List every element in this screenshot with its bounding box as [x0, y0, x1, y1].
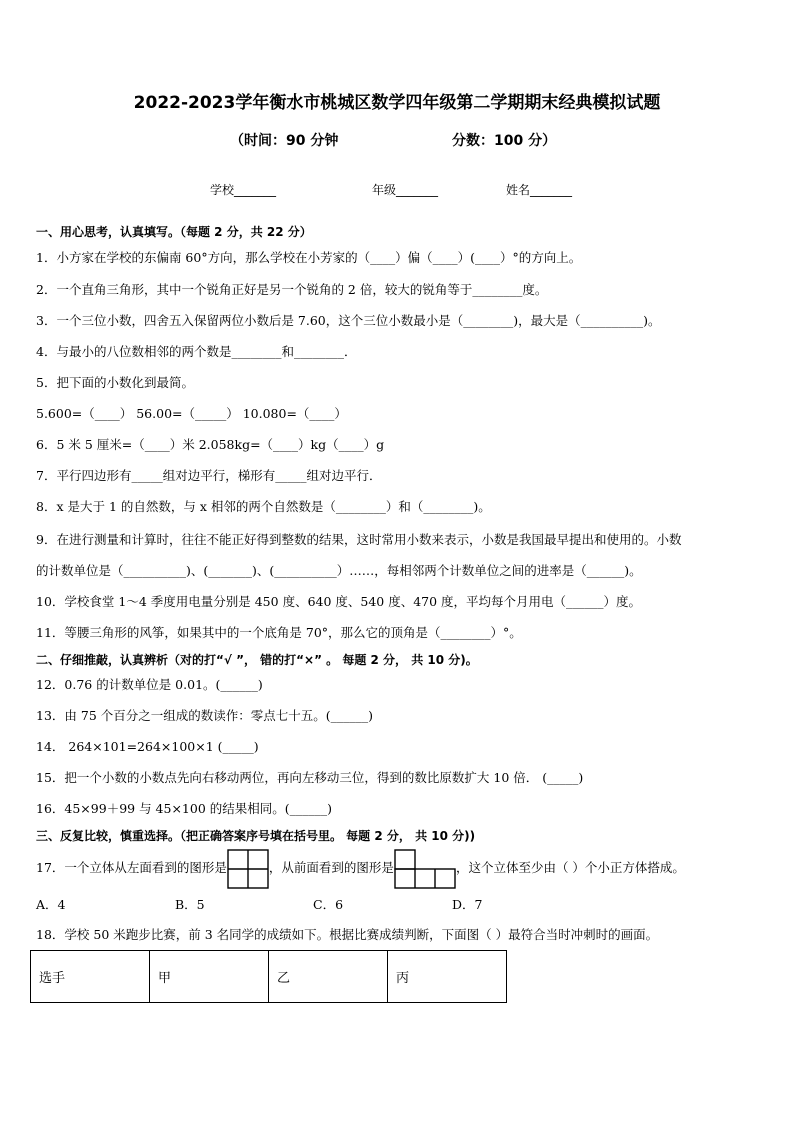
table-row [31, 951, 507, 1003]
question-6: 6．5 米 5 厘米=（____）米 2.058kg=（____）kg（____）g [36, 437, 385, 452]
section-heading-2: 二、仔细推敲，认真辨析（对的打“√ ”， 错的打“×” 。 每题 2 分， 共 10 分)。 [36, 653, 478, 667]
table-header-player: 选手 [31, 951, 150, 1003]
option-a: A．4 [36, 897, 66, 912]
exam-score: 分数：100 分） [452, 133, 557, 149]
question-3: 3．一个三位小数，四舍五入保留两位小数后是 7.60，这个三位小数最小是（________)，最大是（__________)。 [36, 313, 661, 328]
table-header-jia: 甲 [150, 951, 269, 1003]
grade-field: 年级_______ [372, 183, 439, 197]
results-table [30, 950, 507, 1003]
question-13: 13．由 75 个百分之一组成的数读作：零点七十五。(______) [36, 708, 374, 723]
question-7: 7．平行四边形有_____组对边平行，梯形有_____组对边平行． [36, 468, 382, 483]
question-5: 5．把下面的小数化到最简。 [36, 375, 194, 390]
option-d: D．7 [452, 897, 483, 912]
question-1: 1．小方家在学校的东偏南 60°方向，那么学校在小芳家的（____）偏（____）(____）°的方向上。 [36, 250, 582, 265]
question-18: 18．学校 50 米跑步比赛，前 3 名同学的成绩如下。根据比赛成绩判断，下面图（ ）最符合当时冲刺时的画面。 [36, 927, 659, 942]
option-b: B．5 [175, 897, 205, 912]
name-field: 姓名_______ [506, 183, 573, 197]
question-12: 12．0.76 的计数单位是 0.01。(______) [36, 677, 263, 692]
question-9-line-2: 的计数单位是（__________)、(_______)、(__________）……，每相邻两个计数单位之间的进率是（______)。 [36, 563, 642, 578]
question-17-part-1: 17．一个立体从左面看到的图形是 [36, 860, 227, 875]
question-14: 14． 264×101=264×100×1 (_____) [36, 739, 259, 754]
school-field: 学校_______ [210, 183, 277, 197]
question-10: 10．学校食堂 1～4 季度用电量分别是 450 度、640 度、540 度、470 度，平均每个月用电（______）度。 [36, 594, 642, 609]
question-11: 11．等腰三角形的风筝，如果其中的一个底角是 70°，那么它的顶角是（________）°。 [36, 625, 522, 640]
page-title: 2022-2023学年衡水市桃城区数学四年级第二学期期末经典模拟试题 [133, 93, 661, 113]
question-4: 4．与最小的八位数相邻的两个数是________和________． [36, 344, 357, 359]
question-17-part-3: ，这个立体至少由（ ）个小正方体搭成。 [455, 860, 685, 875]
question-17-part-2: ，从前面看到的图形是 [268, 860, 394, 875]
option-c: C．6 [313, 897, 344, 912]
question-16: 16．45×99＋99 与 45×100 的结果相同。(______) [36, 801, 333, 816]
table-header-bing: 丙 [388, 951, 507, 1003]
section-heading-3: 三、反复比较，慎重选择。（把正确答案序号填在括号里。 每题 2 分， 共 10 分)) [36, 829, 476, 843]
table-header-yi: 乙 [269, 951, 388, 1003]
question-5-items: 5.600=（____） 56.00=（_____） 10.080=（____） [36, 406, 347, 421]
front-view-figure [394, 849, 456, 889]
question-9-line-1: 9．在进行测量和计算时，往往不能正好得到整数的结果，这时常用小数来表示，小数是我国最早提出和使用的。小数 [36, 532, 682, 547]
left-view-figure [227, 849, 269, 889]
question-8: 8．x 是大于 1 的自然数，与 x 相邻的两个自然数是（________）和（________)。 [36, 499, 491, 514]
question-17 [36, 847, 685, 889]
section-heading-1: 一、用心思考，认真填写。（每题 2 分，共 22 分） [36, 225, 312, 239]
exam-time: （时间：90 分钟 [230, 133, 339, 149]
question-2: 2．一个直角三角形，其中一个锐角正好是另一个锐角的 2 倍，较大的锐角等于________度。 [36, 282, 548, 297]
question-15: 15．把一个小数的小数点先向右移动两位，再向左移动三位，得到的数比原数扩大 10 倍． (_____) [36, 770, 584, 785]
